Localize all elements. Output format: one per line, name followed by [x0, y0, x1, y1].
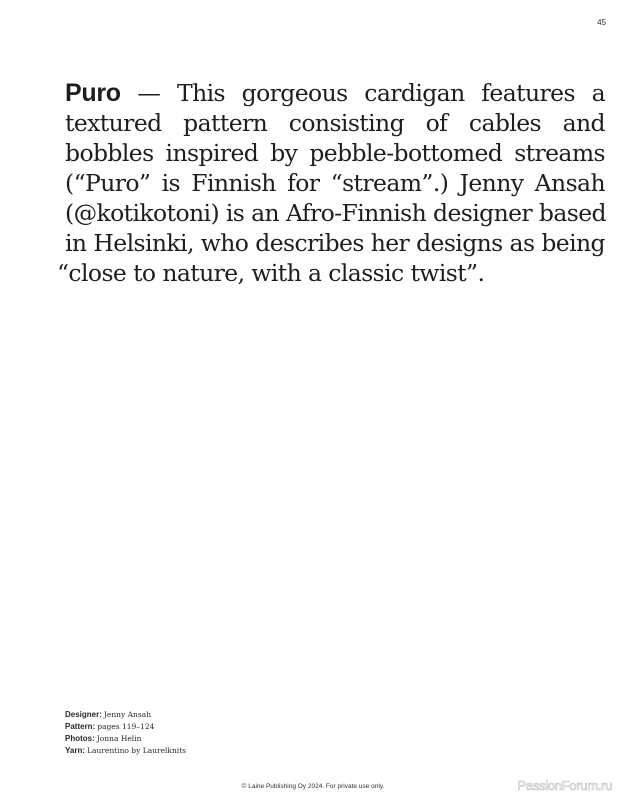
credit-label: Yarn:: [65, 746, 86, 755]
intro-line-5: (@kotikotoni) is an Afro-Finnish designer based: [65, 199, 606, 227]
credit-yarn: [65, 745, 186, 757]
copyright-footer: © Laine Publishing Oy 2024. For private use only.: [241, 783, 385, 790]
credit-designer: [65, 709, 186, 721]
intro-line-1-text: — This gorgeous cardigan features a: [120, 79, 605, 107]
credit-value: Laurentino by Laurelknits: [87, 746, 187, 755]
intro-line-3: bobbles inspired by pebble-bottomed streams: [65, 139, 605, 167]
intro-line-1: [65, 78, 605, 108]
credit-label: Photos:: [65, 734, 95, 743]
credit-label: Designer:: [65, 710, 102, 719]
credit-pattern: [65, 721, 186, 733]
article-intro: [57, 78, 606, 288]
credit-value: Jenny Ansah: [103, 710, 152, 719]
credit-photos: [65, 733, 186, 745]
credit-label: Pattern:: [65, 722, 96, 731]
intro-line-2: textured pattern consisting of cables and: [65, 109, 605, 137]
credits-block: [65, 709, 186, 757]
intro-line-6: in Helsinki, who describes her designs as being: [65, 229, 605, 257]
page-number: 45: [597, 18, 606, 27]
credit-value: Jonna Helin: [96, 734, 142, 743]
credit-value: pages 119–124: [97, 722, 155, 731]
watermark: PassionForum.ru: [517, 778, 612, 793]
intro-line-7: “close to nature, with a classic twist”.: [57, 259, 485, 287]
article-title: Puro: [65, 79, 121, 107]
intro-line-4: (“Puro” is Finnish for “stream”.) Jenny Ansah: [65, 169, 605, 197]
